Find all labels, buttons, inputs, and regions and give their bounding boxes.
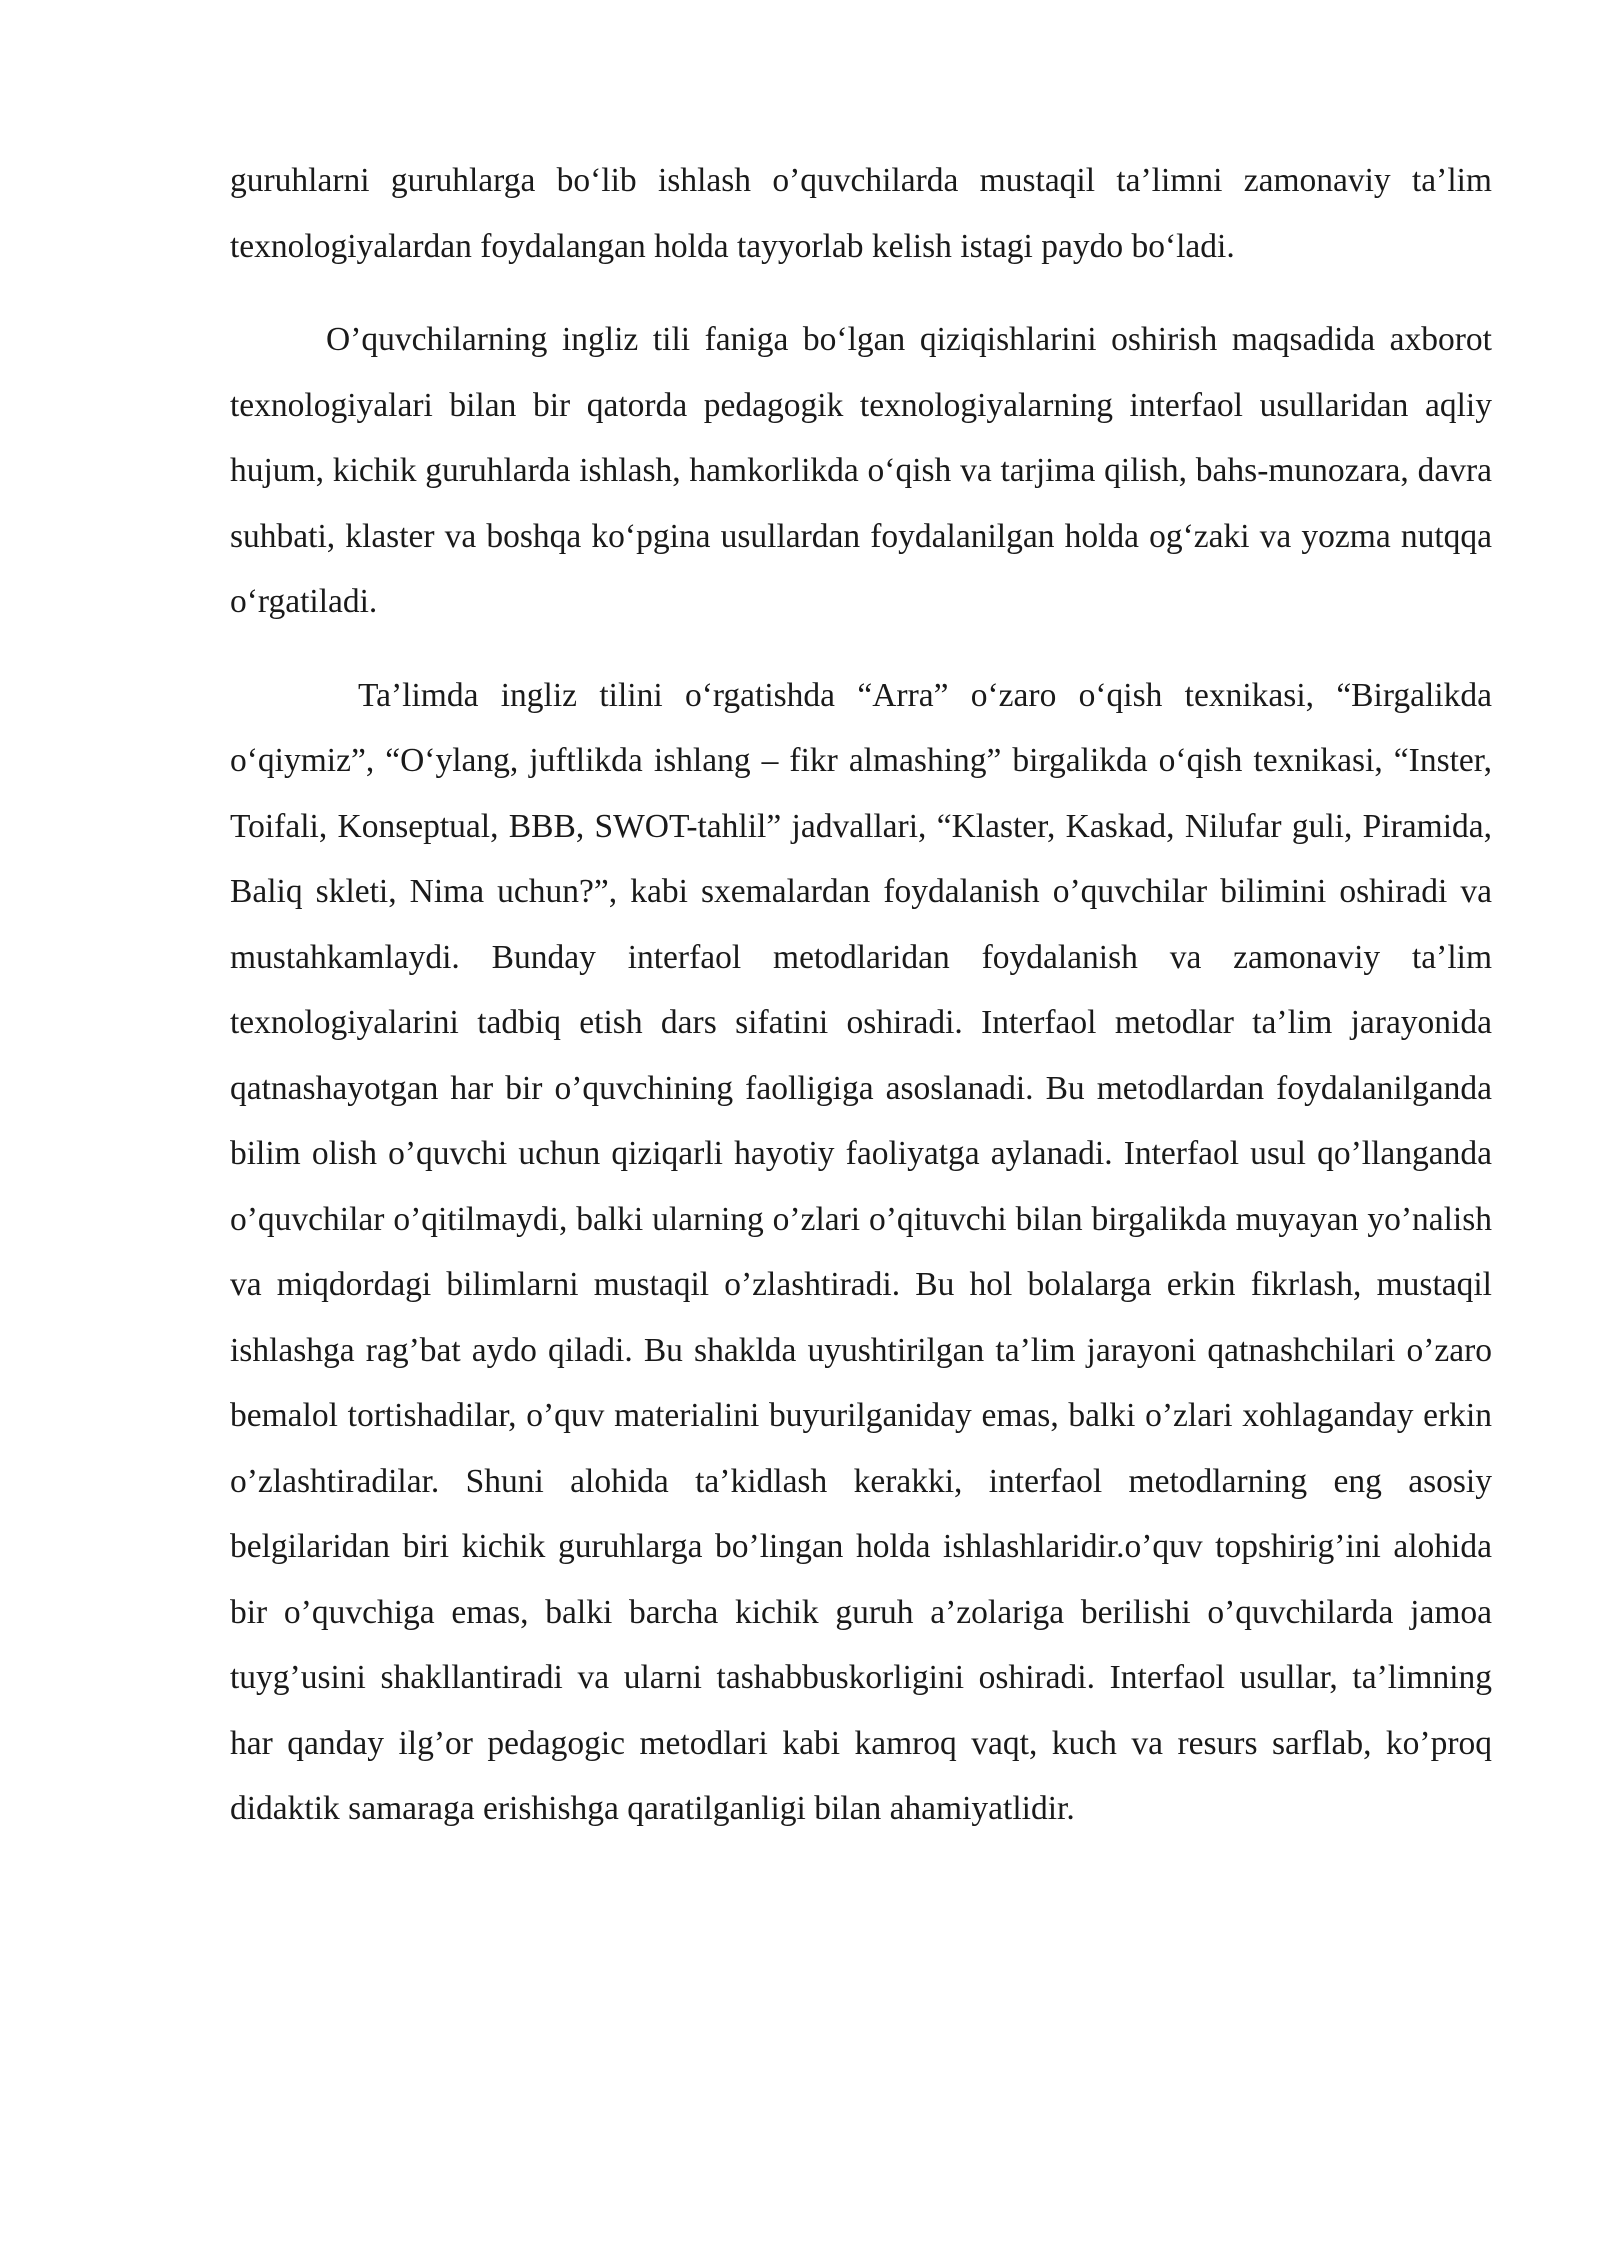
paragraph-interests: O’quvchilarning ingliz tili faniga bo‘lgan qiziqishlarini oshirish maqsadida axborot texnologiyalari bilan bir qatorda pedagogik texnologiyalarning interfaol usullaridan aqliy hujum, kichik guruhlarda ishlash, hamkorlikda o‘qish va tarjima qilish, bahs-munozara, davra suhbati, klaster va boshqa ko‘pgina usullardan foydalanilgan holda og‘zaki va yozma nutqqa o‘rgatiladi. bbox=[230, 321, 1492, 620]
paragraph-continuation: guruhlarni guruhlarga bo‘lib ishlash o’quvchilarda mustaqil ta’limni zamonaviy ta’lim texnologiyalardan foydalangan holda tayyorlab kelish istagi paydo bo‘ladi. bbox=[230, 162, 1492, 265]
paragraph-interactive-methods: Ta’limda ingliz tilini o‘rgatishda “Arra” o‘zaro o‘qish texnikasi, “Birgalikda o‘qiymiz”, “O‘ylang, juftlikda ishlang – fikr almashing” birgalikda o‘qish texnikasi, “Inster, Toifali, Konseptual, BBB, SWOT-tahlil” jadvallari, “Klaster, Kaskad, Nilufar guli, Piramida, Baliq skleti, Nima uchun?”, kabi sxemalardan foydalanish o’quvchilar bilimini oshiradi va mustahkamlaydi. Bunday interfaol metodlaridan foydalanish va zamonaviy ta’lim texnologiyalarini tadbiq etish dars sifatini oshiradi. Interfaol metodlar ta’lim jarayonida qatnashayotgan har bir o’quvchining faolligiga asoslanadi. Bu metodlardan foydalanilganda bilim olish o’quvchi uchun qiziqarli hayotiy faoliyatga aylanadi. Interfaol usul qo’llanganda o’quvchilar o’qitilmaydi, balki ularning o’zlari o’qituvchi bilan birgalikda muyayan yo’nalish va miqdordagi bilimlarni mustaqil o’zlashtiradi. Bu hol bolalarga erkin fikrlash, mustaqil ishlashga rag’bat aydo qiladi. Bu shaklda uyushtirilgan ta’lim jarayoni qatnashchilari o’zaro bemalol tortishadilar, o’quv materialini buyurilganiday emas, balki o’zlari xohlaganday erkin o’zlashtiradilar. Shuni alohida ta’kidlash kerakki, interfaol metodlarning eng asosiy belgilaridan biri kichik guruhlarga bo’lingan holda ishlashlaridir.o’quv topshirig’ini alohida bir o’quvchiga emas, balki barcha kichik guruh a’zolariga berilishi o’quvchilarda jamoa tuyg’usini shakllantiradi va ularni tashabbuskorligini oshiradi. Interfaol usullar, ta’limning har qanday ilg’or pedagogic metodlari kabi kamroq vaqt, kuch va resurs sarflab, ko’proq didaktik samaraga erishishga qaratilganligi bilan ahamiyatlidir. bbox=[230, 676, 1492, 1827]
document-body bbox=[230, 148, 1492, 1870]
